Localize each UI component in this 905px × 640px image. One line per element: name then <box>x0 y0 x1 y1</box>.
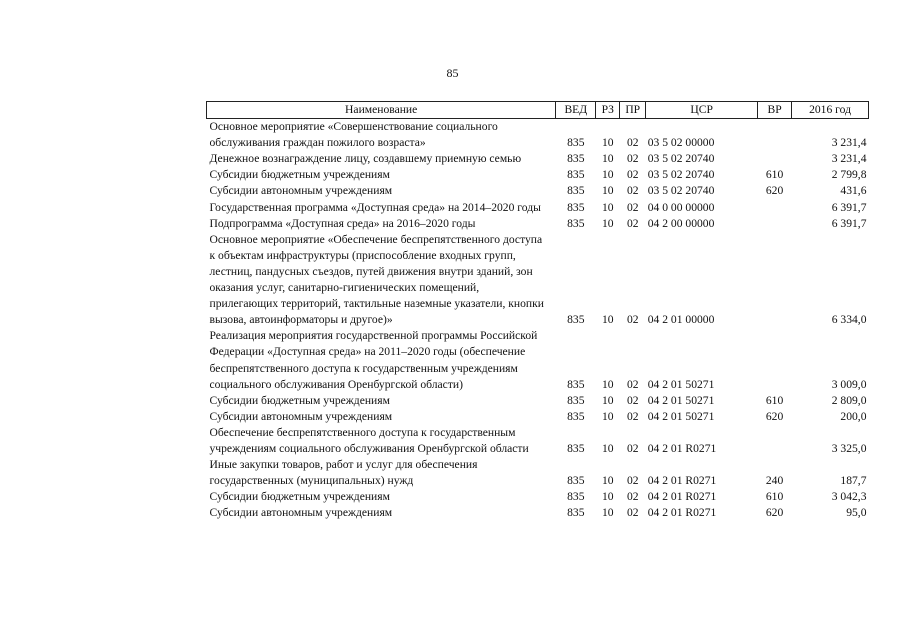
row-pr: 02 <box>626 200 639 214</box>
page-number: 85 <box>446 66 459 80</box>
row-pr: 02 <box>626 184 639 198</box>
table-row <box>207 425 869 457</box>
table-row <box>207 489 869 505</box>
row-name: Реализация мероприятия государственной программы Российской Федерации «Доступная среда» на 2011–2020 годы (обеспечение беспрепятственного доступа к государственным учреждениям социального обслуживания Оренбургской области) <box>209 329 538 391</box>
row-ved: 835 <box>567 490 585 504</box>
row-pr: 02 <box>626 377 639 391</box>
row-amount: 3 231,4 <box>831 152 867 166</box>
row-ved: 835 <box>567 200 585 214</box>
row-csr: 04 2 01 50271 <box>647 409 715 423</box>
row-amount: 3 231,4 <box>831 136 867 150</box>
row-csr: 04 2 01 R0271 <box>647 490 717 504</box>
row-ved: 835 <box>567 377 585 391</box>
row-amount: 6 334,0 <box>831 313 867 327</box>
row-csr: 04 0 00 00000 <box>647 200 715 214</box>
row-vr: 610 <box>765 168 784 182</box>
row-ved: 835 <box>567 184 585 198</box>
row-ved: 835 <box>567 393 585 407</box>
row-name: Иные закупки товаров, работ и услуг для обеспечения государственных (муниципальных) нужд <box>209 458 478 488</box>
row-csr: 04 2 01 R0271 <box>647 441 717 455</box>
row-csr: 03 5 02 20740 <box>647 152 715 166</box>
row-vr <box>758 232 792 329</box>
row-csr: 04 2 01 50271 <box>647 377 715 391</box>
row-name: Денежное вознаграждение лицу, создавшему приемную семью <box>209 152 522 166</box>
row-rz: 10 <box>601 393 614 407</box>
row-vr: 610 <box>765 393 784 407</box>
row-ved: 835 <box>567 441 585 455</box>
row-vr <box>758 328 792 392</box>
row-name: Субсидии автономным учреждениям <box>209 506 393 520</box>
row-amount: 187,7 <box>840 474 867 488</box>
row-amount: 2 809,0 <box>831 393 867 407</box>
row-rz: 10 <box>601 313 614 327</box>
row-vr <box>758 119 792 152</box>
row-rz: 10 <box>601 216 614 230</box>
row-name: Субсидии бюджетным учреждениям <box>209 168 390 182</box>
row-name: Субсидии автономным учреждениям <box>209 409 393 423</box>
row-csr: 03 5 02 20740 <box>647 184 715 198</box>
row-name: Субсидии автономным учреждениям <box>209 184 393 198</box>
row-amount: 2 799,8 <box>831 168 867 182</box>
row-pr: 02 <box>626 506 639 520</box>
row-amount: 6 391,7 <box>831 200 867 214</box>
row-pr: 02 <box>626 152 639 166</box>
row-pr: 02 <box>626 393 639 407</box>
row-vr <box>758 425 792 457</box>
column-header-amount: 2016 год <box>792 102 869 119</box>
row-ved: 835 <box>567 152 585 166</box>
column-header-ved: ВЕД <box>556 102 596 119</box>
row-name: Государственная программа «Доступная среда» на 2014–2020 годы <box>209 200 541 214</box>
table-row <box>207 183 869 199</box>
table-row <box>207 216 869 232</box>
row-vr: 610 <box>765 490 784 504</box>
row-amount: 6 391,7 <box>831 216 867 230</box>
table-row <box>207 232 869 329</box>
row-rz: 10 <box>601 152 614 166</box>
row-csr: 04 2 01 R0271 <box>647 506 717 520</box>
table-row <box>207 151 869 167</box>
row-pr: 02 <box>626 441 639 455</box>
row-pr: 02 <box>626 313 639 327</box>
table-row <box>207 393 869 409</box>
row-rz: 10 <box>601 490 614 504</box>
table-row <box>207 119 869 152</box>
table-header <box>207 102 869 119</box>
row-amount: 3 009,0 <box>831 377 867 391</box>
row-name: Субсидии бюджетным учреждениям <box>209 490 390 504</box>
table-row <box>207 409 869 425</box>
table-row <box>207 200 869 216</box>
row-csr: 04 2 01 R0271 <box>647 474 717 488</box>
row-name: Основное мероприятие «Обеспечение беспрепятственного доступа к объектам инфраструктуры (приспособление входных групп, лестниц, пандусных съездов, путей движения внутри зданий, зон оказания услуг, санитарно-гигиенических помещений, прилегающих территорий, тактильные наземные указатели, кнопки вызова, автоинформаторы и другое)» <box>209 232 544 327</box>
row-ved: 835 <box>567 474 585 488</box>
column-header-rz: РЗ <box>596 102 620 119</box>
row-amount: 200,0 <box>840 409 867 423</box>
row-vr <box>758 216 792 232</box>
row-rz: 10 <box>601 506 614 520</box>
row-ved: 835 <box>567 136 585 150</box>
row-rz: 10 <box>601 200 614 214</box>
row-amount: 3 042,3 <box>831 490 867 504</box>
row-rz: 10 <box>601 168 614 182</box>
row-csr: 04 2 00 00000 <box>647 216 715 230</box>
row-pr: 02 <box>626 409 639 423</box>
row-csr: 04 2 01 50271 <box>647 393 715 407</box>
table-row <box>207 328 869 392</box>
row-pr: 02 <box>626 474 639 488</box>
row-csr: 04 2 01 00000 <box>647 313 715 327</box>
row-ved: 835 <box>567 168 585 182</box>
row-rz: 10 <box>601 377 614 391</box>
row-amount: 431,6 <box>840 184 867 198</box>
table-row <box>207 167 869 183</box>
column-header-vr: ВР <box>758 102 792 119</box>
row-rz: 10 <box>601 184 614 198</box>
row-ved: 835 <box>567 313 585 327</box>
row-amount: 95,0 <box>846 506 867 520</box>
row-csr: 03 5 02 20740 <box>647 168 715 182</box>
row-vr: 620 <box>765 506 784 520</box>
row-pr: 02 <box>626 168 639 182</box>
row-name: Обеспечение беспрепятственного доступа к государственным учреждениям социального обслуживания Оренбургской области <box>209 425 529 455</box>
table-row <box>207 457 869 489</box>
column-header-pr: ПР <box>620 102 646 119</box>
row-rz: 10 <box>601 136 614 150</box>
column-header-name: Наименование <box>207 102 556 119</box>
row-vr: 240 <box>765 474 784 488</box>
row-vr: 620 <box>765 409 784 423</box>
row-csr: 03 5 02 00000 <box>647 136 715 150</box>
row-vr <box>758 151 792 167</box>
row-pr: 02 <box>626 136 639 150</box>
row-ved: 835 <box>567 216 585 230</box>
row-name: Субсидии бюджетным учреждениям <box>209 393 390 407</box>
row-rz: 10 <box>601 441 614 455</box>
row-rz: 10 <box>601 474 614 488</box>
budget-table <box>206 101 869 521</box>
row-pr: 02 <box>626 490 639 504</box>
row-amount: 3 325,0 <box>831 441 867 455</box>
row-ved: 835 <box>567 506 585 520</box>
column-header-csr: ЦСР <box>646 102 758 119</box>
row-ved: 835 <box>567 409 585 423</box>
row-name: Основное мероприятие «Совершенствование социального обслуживания граждан пожилого возраста» <box>209 120 498 150</box>
row-vr: 620 <box>765 184 784 198</box>
row-name: Подпрограмма «Доступная среда» на 2016–2020 годы <box>209 216 476 230</box>
table-row <box>207 505 869 521</box>
table-body <box>207 119 869 522</box>
row-pr: 02 <box>626 216 639 230</box>
row-rz: 10 <box>601 409 614 423</box>
row-vr <box>758 200 792 216</box>
